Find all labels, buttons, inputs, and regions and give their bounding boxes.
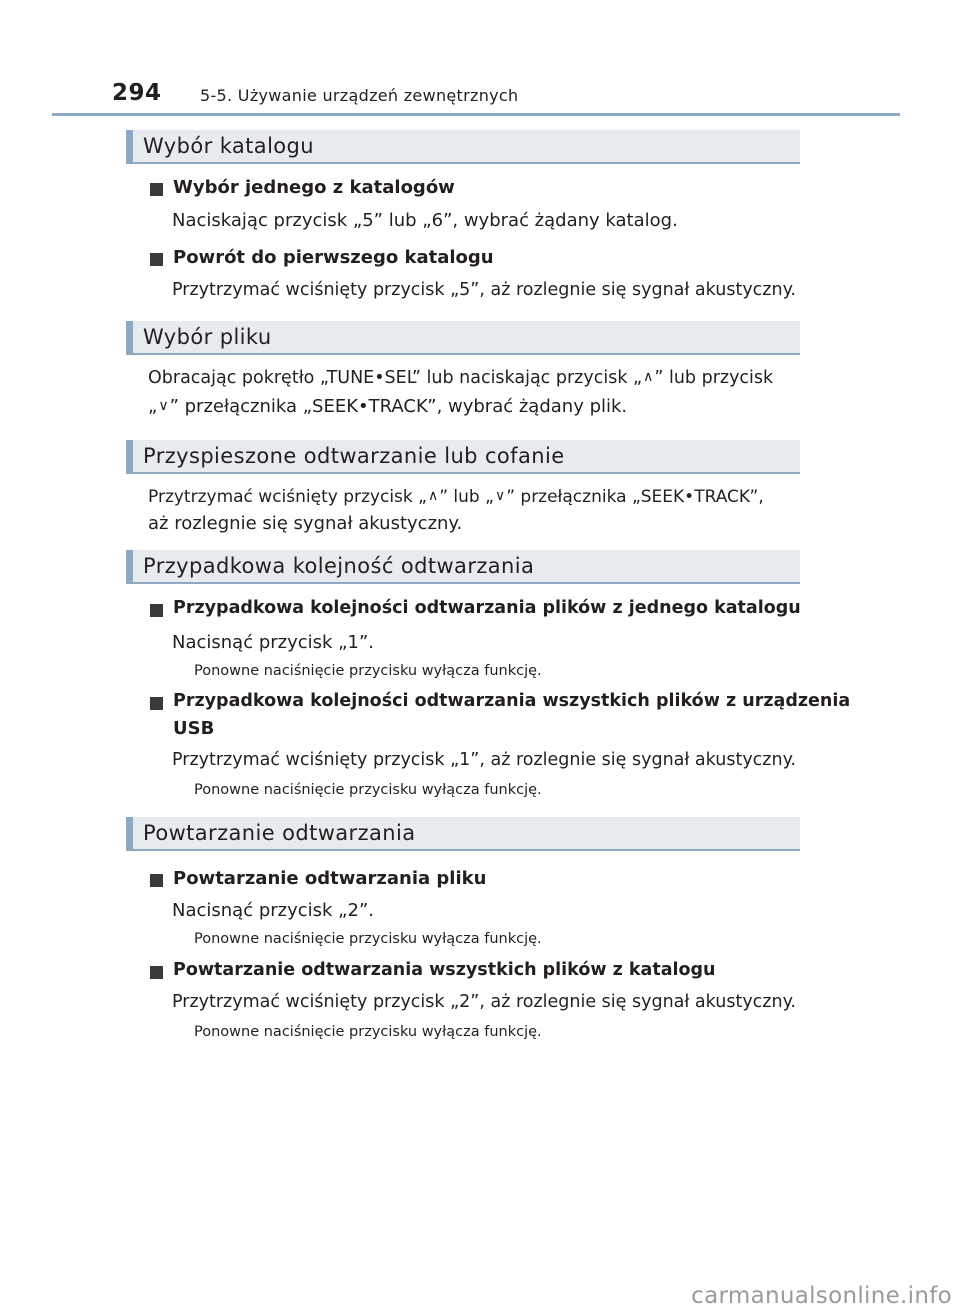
subsection-title: Przypadkowa kolejności odtwarzania plików z jednego katalogu [173,598,801,618]
paragraph-line [148,368,773,388]
subsection-title: Przypadkowa kolejności odtwarzania wszystkich plików z urządzenia [173,691,851,711]
section-fast-forward [126,440,800,474]
instruction-text: Naciskając przycisk „5” lub „6”, wybrać żądany katalog. [172,210,678,231]
paragraph-line: aż rozlegnie się sygnał akustyczny. [148,513,463,534]
paragraph-line [148,487,764,507]
note-text: Ponowne naciśnięcie przycisku wyłącza funkcję. [194,1024,542,1040]
section-repeat [126,817,800,851]
text-fragment: ” przełącznika „SEEK•TRACK”, [506,487,764,507]
subsection-title-continued: USB [173,718,215,739]
square-bullet-icon [150,604,163,617]
watermark: carmanualsonline.info [691,1283,952,1309]
square-bullet-icon [150,183,163,196]
down-arrow-icon: ∨ [158,398,169,414]
instruction-text: Przytrzymać wciśnięty przycisk „2”, aż rozlegnie się sygnał akustyczny. [172,992,796,1012]
square-bullet-icon [150,697,163,710]
text-fragment: „ [148,396,158,417]
up-arrow-icon: ∧ [643,369,654,385]
square-bullet-icon [150,874,163,887]
instruction-text: Nacisnąć przycisk „2”. [172,900,374,921]
note-text: Ponowne naciśnięcie przycisku wyłącza funkcję. [194,663,542,679]
down-arrow-icon: ∨ [494,488,506,504]
section-title: Wybór pliku [143,325,272,349]
instruction-text: Przytrzymać wciśnięty przycisk „5”, aż rozlegnie się sygnał akustyczny. [172,280,796,300]
section-folder-select [126,130,800,164]
text-fragment: Obracając pokrętło „TUNE•SEL” lub naciskając przycisk „ [148,368,643,388]
instruction-text: Nacisnąć przycisk „1”. [172,632,374,653]
text-fragment: ” przełącznika „SEEK•TRACK”, wybrać żądany plik. [169,396,628,417]
chapter-title: 5-5. Używanie urządzeń zewnętrznych [200,86,519,105]
note-text: Ponowne naciśnięcie przycisku wyłącza funkcję. [194,782,542,798]
subsection-title: Powrót do pierwszego katalogu [173,247,494,268]
section-title: Przypadkowa kolejność odtwarzania [143,554,535,578]
square-bullet-icon [150,253,163,266]
up-arrow-icon: ∧ [427,488,439,504]
subsection-title: Powtarzanie odtwarzania pliku [173,868,487,889]
section-random [126,550,800,584]
section-title: Powtarzanie odtwarzania [143,821,416,845]
subsection-title: Powtarzanie odtwarzania wszystkich plików z katalogu [173,960,716,980]
header-divider [52,113,900,116]
section-title: Przyspieszone odtwarzanie lub cofanie [143,444,565,468]
section-file-select [126,321,800,355]
paragraph-line [148,396,627,417]
text-fragment: ” lub „ [439,487,494,507]
text-fragment: Przytrzymać wciśnięty przycisk „ [148,487,427,507]
section-title: Wybór katalogu [143,134,314,158]
note-text: Ponowne naciśnięcie przycisku wyłącza funkcję. [194,931,542,947]
subsection-title: Wybór jednego z katalogów [173,177,455,198]
square-bullet-icon [150,966,163,979]
text-fragment: ” lub przycisk [654,368,774,388]
page-number: 294 [112,80,162,106]
instruction-text: Przytrzymać wciśnięty przycisk „1”, aż rozlegnie się sygnał akustyczny. [172,750,796,770]
